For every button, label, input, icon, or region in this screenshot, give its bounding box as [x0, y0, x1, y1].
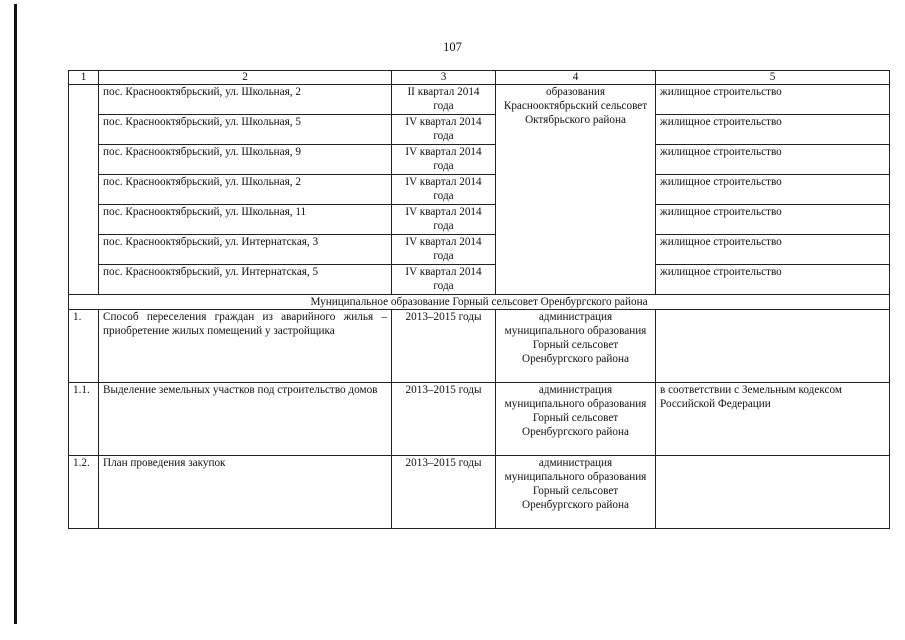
- table-row: [69, 456, 890, 529]
- note-cell: [656, 310, 890, 383]
- purpose-cell: жилищное строительство: [656, 175, 890, 205]
- address-cell: пос. Краснооктябрьский, ул. Интернатская, 3: [99, 235, 392, 265]
- measure-cell: Способ переселения граждан из аварийного жилья – приобретение жилых помещений у застройщика: [99, 310, 392, 383]
- executor-cell: администрация муниципального образования Горный сельсовет Оренбургского района: [496, 310, 656, 383]
- item-number-cell: 1.: [69, 310, 99, 383]
- period-cell: IV квартал 2014 года: [392, 235, 496, 265]
- measure-cell: Выделение земельных участков под строительство домов: [99, 383, 392, 456]
- purpose-cell: жилищное строительство: [656, 205, 890, 235]
- column-number: 2: [99, 71, 392, 85]
- period-cell: IV квартал 2014 года: [392, 145, 496, 175]
- executor-cell: администрация муниципального образования Горный сельсовет Оренбургского района: [496, 383, 656, 456]
- note-cell: в соответствии с Земельным кодексом Российской Федерации: [656, 383, 890, 456]
- address-cell: пос. Краснооктябрьский, ул. Школьная, 9: [99, 145, 392, 175]
- period-cell: II квартал 2014 года: [392, 85, 496, 115]
- binding-edge-line: [14, 4, 17, 624]
- purpose-cell: жилищное строительство: [656, 235, 890, 265]
- column-number: 4: [496, 71, 656, 85]
- item-number-cell: 1.2.: [69, 456, 99, 529]
- address-cell: пос. Краснооктябрьский, ул. Школьная, 2: [99, 85, 392, 115]
- measure-cell: План проведения закупок: [99, 456, 392, 529]
- table-row: [69, 115, 890, 145]
- period-cell: IV квартал 2014 года: [392, 265, 496, 295]
- period-cell: IV квартал 2014 года: [392, 175, 496, 205]
- row-number-cell: [69, 85, 99, 295]
- address-cell: пос. Краснооктябрьский, ул. Школьная, 2: [99, 175, 392, 205]
- section-title: Муниципальное образование Горный сельсовет Оренбургского района: [69, 295, 890, 310]
- address-cell: пос. Краснооктябрьский, ул. Школьная, 5: [99, 115, 392, 145]
- period-cell: 2013–2015 годы: [392, 310, 496, 383]
- purpose-cell: жилищное строительство: [656, 145, 890, 175]
- address-cell: пос. Краснооктябрьский, ул. Интернатская, 5: [99, 265, 392, 295]
- column-number: 5: [656, 71, 890, 85]
- table-row: [69, 310, 890, 383]
- period-cell: 2013–2015 годы: [392, 456, 496, 529]
- table-row: [69, 175, 890, 205]
- address-cell: пос. Краснооктябрьский, ул. Школьная, 11: [99, 205, 392, 235]
- executor-cell: образования Краснооктябрьский сельсовет Октябрьского района: [496, 85, 656, 295]
- table-row: [69, 205, 890, 235]
- column-number: 1: [69, 71, 99, 85]
- executor-cell: администрация муниципального образования Горный сельсовет Оренбургского района: [496, 456, 656, 529]
- purpose-cell: жилищное строительство: [656, 115, 890, 145]
- period-cell: IV квартал 2014 года: [392, 205, 496, 235]
- table-row: [69, 383, 890, 456]
- purpose-cell: жилищное строительство: [656, 265, 890, 295]
- program-table: [68, 70, 890, 529]
- note-cell: [656, 456, 890, 529]
- item-number-cell: 1.1.: [69, 383, 99, 456]
- table-row: [69, 265, 890, 295]
- period-cell: 2013–2015 годы: [392, 383, 496, 456]
- table-row: [69, 85, 890, 115]
- table-row: [69, 145, 890, 175]
- page-number: 107: [443, 40, 462, 54]
- column-number: 3: [392, 71, 496, 85]
- section-row: [69, 295, 890, 310]
- purpose-cell: жилищное строительство: [656, 85, 890, 115]
- column-number-row: [69, 71, 890, 85]
- table-row: [69, 235, 890, 265]
- period-cell: IV квартал 2014 года: [392, 115, 496, 145]
